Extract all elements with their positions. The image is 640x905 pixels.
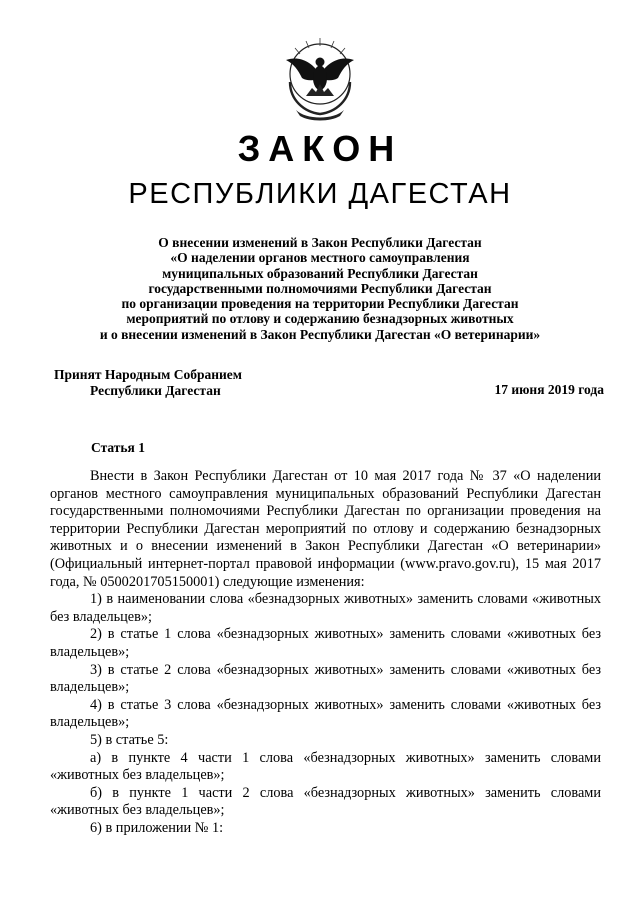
law-title-line: государственными полномочиями Республики Дагестан xyxy=(148,280,492,296)
article-paragraph: Внести в Закон Республики Дагестан от 10 мая 2017 года № 37 «О наделении органов местного самоуправления муниципальных образований Республики Дагестан государственными полномочиями Республики Дагестан по организации проведения на территории Республики Дагестан мероприятий по отлову и содержанию безнадзорных животных и о внесении изменений в Закон Республики Дагестан «О ветеринарии» (Официальный интернет-портал правовой информации (www.pravo.gov.ru), 15 мая 2017 года, № 0500201705150001) следующие изменения: xyxy=(50,468,601,590)
law-title xyxy=(60,235,580,342)
adoption-date: 17 июня 2019 года xyxy=(494,382,604,397)
article-paragraph: 1) в наименовании слова «безнадзорных животных» заменить словами «животных без владельцев»; xyxy=(50,591,601,625)
article-paragraph: 5) в статье 5: xyxy=(90,731,169,748)
article-paragraph: 4) в статье 3 слова «безнадзорных животных» заменить словами «животных без владельцев»; xyxy=(50,696,601,731)
article-heading: Статья 1 xyxy=(91,440,145,455)
law-title-line: и о внесении изменений в Закон Республики Дагестан «О ветеринарии» xyxy=(99,326,541,342)
law-title-line: муниципальных образований Республики Дагестан xyxy=(162,265,478,281)
republic-heading: РЕСПУБЛИКИ ДАГЕСТАН xyxy=(128,178,512,210)
article-paragraph: 3) в статье 2 слова «безнадзорных животных» заменить словами «животных без владельцев»; xyxy=(50,661,601,696)
article-paragraph: а) в пункте 4 части 1 слова «безнадзорных животных» заменить словами «животных без владельцев»; xyxy=(50,749,601,784)
adoption-body xyxy=(54,367,242,398)
law-title-line: «О наделении органов местного самоуправления xyxy=(170,250,470,266)
law-title-line: мероприятий по отлову и содержанию безнадзорных животных xyxy=(126,311,514,327)
law-heading: ЗАКОН xyxy=(237,128,403,169)
article-paragraph: 6) в приложении № 1: xyxy=(90,819,224,836)
law-title-line: О внесении изменений в Закон Республики Дагестан xyxy=(158,235,482,250)
adoption-line-2: Республики Дагестан xyxy=(90,382,221,398)
coat-of-arms-icon xyxy=(276,34,364,124)
article-body xyxy=(50,468,601,837)
adoption-line-1: Принят Народным Собранием xyxy=(54,367,242,382)
law-title-line: по организации проведения на территории Республики Дагестан xyxy=(121,296,519,312)
article-paragraph: б) в пункте 1 части 2 слова «безнадзорных животных» заменить словами «животных без владельцев»; xyxy=(50,784,601,819)
article-paragraph: 2) в статье 1 слова «безнадзорных животных» заменить словами «животных без владельцев»; xyxy=(50,626,601,660)
